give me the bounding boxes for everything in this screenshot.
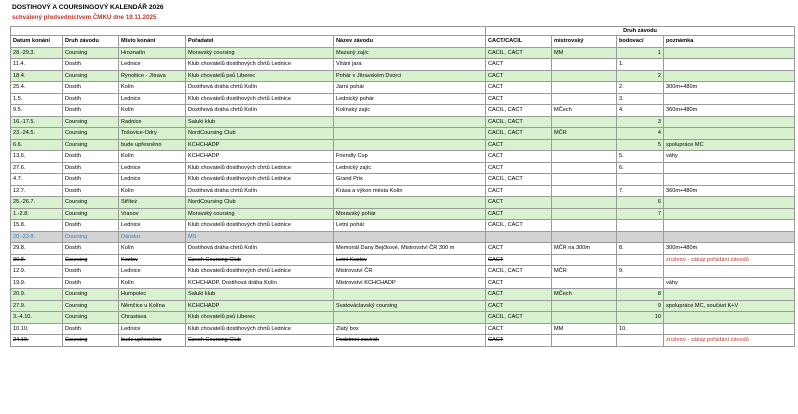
cell-nazev: Mazaný zajíc — [334, 47, 486, 59]
cell-bodovaci: 3 — [617, 116, 664, 128]
cell-cact: CACT — [486, 289, 552, 301]
cell-bodovaci: 8 — [617, 289, 664, 301]
table-row — [11, 162, 795, 174]
cell-druh: Coursing — [63, 289, 119, 301]
cell-bodovaci: 6 — [617, 197, 664, 209]
cell-mistrovsky — [552, 254, 617, 266]
cell-mistrovsky: MČech — [552, 105, 617, 117]
cell-poradatel: Klub chovatelů psů Liberec — [186, 312, 334, 324]
cell-mistrovsky — [552, 185, 617, 197]
cell-datum: 16.-17.5. — [11, 116, 63, 128]
page-subtitle: schválený předsednictvem ČMKU dne 19.11.2025 — [12, 14, 157, 21]
cell-bodovaci: 1 — [617, 47, 664, 59]
cell-poznamka: 360m+480m — [664, 105, 795, 117]
table-row — [11, 300, 795, 312]
cell-druh: Coursing — [63, 139, 119, 151]
cell-bodovaci: 6. — [617, 162, 664, 174]
cell-druh: Coursing — [63, 128, 119, 140]
cell-poznamka — [664, 59, 795, 71]
cell-mistrovsky: MČech — [552, 289, 617, 301]
cell-druh: Coursing — [63, 47, 119, 59]
cell-druh: Dostih — [63, 323, 119, 335]
cell-mistrovsky: MM — [552, 323, 617, 335]
cell-bodovaci: 10. — [617, 323, 664, 335]
cell-bodovaci — [617, 174, 664, 186]
cell-cact: CACT — [486, 335, 552, 347]
cell-cact: CACIL, CACT — [486, 220, 552, 232]
cell-nazev: Kolínský zajíc — [334, 105, 486, 117]
cell-druh: Coursing — [63, 116, 119, 128]
cell-datum: 24.10. — [11, 335, 63, 347]
cell-druh: Coursing — [63, 208, 119, 220]
cell-poradatel: NordCoursing Club — [186, 197, 334, 209]
cell-druh: Dostih — [63, 162, 119, 174]
cell-cact: CACT — [486, 82, 552, 94]
cell-bodovaci: 9. — [617, 266, 664, 278]
cell-poradatel: Klub chovatelů dostihových chrtů Lednice — [186, 220, 334, 232]
table-row — [11, 59, 795, 71]
table-row — [11, 254, 795, 266]
cell-poznamka — [664, 312, 795, 324]
cell-cact: CACT — [486, 277, 552, 289]
cell-nazev: Friendly Cup — [334, 151, 486, 163]
cell-bodovaci — [617, 220, 664, 232]
table-row — [11, 197, 795, 209]
cell-poradatel: Klub chovatelů dostihových chrtů Lednice — [186, 162, 334, 174]
cell-bodovaci: 4. — [617, 105, 664, 117]
cell-poradatel: Czech Coursing Club — [186, 254, 334, 266]
cell-mistrovsky — [552, 335, 617, 347]
cell-mistrovsky — [552, 277, 617, 289]
cell-poznamka — [664, 289, 795, 301]
cell-nazev — [334, 289, 486, 301]
cell-datum: 13.6. — [11, 151, 63, 163]
cell-mistrovsky: MČR — [552, 266, 617, 278]
cell-misto: Stříteż — [119, 197, 186, 209]
cell-cact: CACIL, CACT — [486, 266, 552, 278]
col-header-druh: Druh závodu — [63, 36, 119, 48]
col-header-nazev: Název závodu — [334, 36, 486, 48]
cell-bodovaci: 3. — [617, 93, 664, 105]
table-row — [11, 220, 795, 232]
group-header-druh-zavodu: Druh závodu — [486, 27, 795, 36]
col-header-datum: Datum konání — [11, 36, 63, 48]
cell-poznamka — [664, 116, 795, 128]
cell-nazev: Pohár v Jítravském Dvorci — [334, 70, 486, 82]
cell-mistrovsky — [552, 197, 617, 209]
cell-poznamka — [664, 128, 795, 140]
cell-nazev: Mistrovství KCHCHADP — [334, 277, 486, 289]
cell-poradatel: MS — [186, 231, 334, 243]
cell-nazev: Lednický pohár — [334, 93, 486, 105]
cell-druh: Dostih — [63, 151, 119, 163]
cell-poznamka: spolupráce MC, součást K+V — [664, 300, 795, 312]
cell-poznamka: zrušeno - zákaz pořádání závodů — [664, 335, 795, 347]
cell-nazev: Vítání jara — [334, 59, 486, 71]
cell-bodovaci: 8. — [617, 243, 664, 255]
cell-bodovaci: 10 — [617, 312, 664, 324]
cell-misto: Dánsko — [119, 231, 186, 243]
cell-nazev — [334, 128, 486, 140]
cell-druh: Coursing — [63, 335, 119, 347]
cell-misto: Humpolec — [119, 289, 186, 301]
table-row — [11, 82, 795, 94]
cell-poznamka — [664, 266, 795, 278]
cell-misto: Lednice — [119, 220, 186, 232]
cell-mistrovsky — [552, 116, 617, 128]
cell-poznamka — [664, 197, 795, 209]
cell-misto: Lednice — [119, 174, 186, 186]
cell-druh: Coursing — [63, 254, 119, 266]
cell-druh: Dostih — [63, 82, 119, 94]
cell-bodovaci — [617, 231, 664, 243]
cell-druh: Dostih — [63, 266, 119, 278]
cell-misto: Chrastava — [119, 312, 186, 324]
group-header-spacer — [11, 27, 486, 36]
cell-datum: 11.4. — [11, 59, 63, 71]
cell-misto: Hroznatín — [119, 47, 186, 59]
cell-nazev: Memoriál Dany Bejčkové, Mistrovství ČR 300 m — [334, 243, 486, 255]
cell-poznamka: 360m+480m — [664, 185, 795, 197]
cell-poradatel: Saluki klub — [186, 289, 334, 301]
cell-bodovaci: 7. — [617, 185, 664, 197]
cell-cact: CACIL, CACT — [486, 128, 552, 140]
cell-nazev — [334, 231, 486, 243]
cell-misto: Lednice — [119, 162, 186, 174]
calendar-table — [10, 26, 795, 347]
cell-poradatel: Moravský coursing — [186, 208, 334, 220]
cell-poradatel: Dostihová dráha chrtů Kolín — [186, 185, 334, 197]
cell-cact: CACIL, CACT — [486, 105, 552, 117]
cell-cact: CACIL, CACT — [486, 174, 552, 186]
cell-bodovaci — [617, 335, 664, 347]
cell-mistrovsky: MČR na 300m — [552, 243, 617, 255]
cell-datum: 3.-4.10. — [11, 312, 63, 324]
cell-bodovaci: 5 — [617, 139, 664, 151]
cell-datum: 25.-26.7. — [11, 197, 63, 209]
cell-poznamka — [664, 162, 795, 174]
table-row — [11, 139, 795, 151]
cell-poradatel: Klub chovatelů dostihových chrtů Lednice — [186, 174, 334, 186]
cell-misto: Kolín — [119, 185, 186, 197]
cell-mistrovsky — [552, 151, 617, 163]
cell-nazev: Podzimní zavírák — [334, 335, 486, 347]
cell-poradatel: Moravský coursing — [186, 47, 334, 59]
cell-nazev — [334, 197, 486, 209]
cell-druh: Coursing — [63, 312, 119, 324]
cell-cact: CACT — [486, 151, 552, 163]
cell-misto: Němčice u Kolína — [119, 300, 186, 312]
cell-mistrovsky — [552, 300, 617, 312]
col-header-poznamka: poznámka — [664, 36, 795, 48]
cell-poznamka: spolupráce MC — [664, 139, 795, 151]
table-row — [11, 323, 795, 335]
cell-poznamka: zrušeno - zákaz pořádání závodů — [664, 254, 795, 266]
cell-poradatel: KCHCHADP, Dostihová dráha Kolín — [186, 277, 334, 289]
cell-poradatel: Dostihová dráha chrtů Kolín — [186, 82, 334, 94]
cell-poznamka: váhy — [664, 277, 795, 289]
table-row — [11, 70, 795, 82]
cell-druh: Dostih — [63, 105, 119, 117]
cell-nazev: Svatováclavský coursing — [334, 300, 486, 312]
col-header-cact: CACT/CACIL — [486, 36, 552, 48]
cell-cact: CACT — [486, 208, 552, 220]
cell-druh: Dostih — [63, 93, 119, 105]
table-row — [11, 105, 795, 117]
col-header-mistrovsky: mistrovský — [552, 36, 617, 48]
cell-poradatel: Klub chovatelů psů Liberec — [186, 70, 334, 82]
cell-bodovaci — [617, 277, 664, 289]
cell-cact: CACT — [486, 300, 552, 312]
cell-mistrovsky — [552, 208, 617, 220]
table-row — [11, 231, 795, 243]
cell-nazev: Letní pohár — [334, 220, 486, 232]
cell-datum: 25.4. — [11, 82, 63, 94]
cell-mistrovsky — [552, 59, 617, 71]
table-row — [11, 277, 795, 289]
cell-poradatel: KCHCHADP — [186, 151, 334, 163]
cell-nazev: Letní Kozlov — [334, 254, 486, 266]
cell-datum: 29.8. — [11, 243, 63, 255]
cell-nazev: Krása a výkon města Kolín — [334, 185, 486, 197]
table-row — [11, 174, 795, 186]
cell-bodovaci: 2. — [617, 82, 664, 94]
col-header-bodovaci: bodovací — [617, 36, 664, 48]
cell-bodovaci: 7 — [617, 208, 664, 220]
cell-datum: 27.9. — [11, 300, 63, 312]
cell-cact — [486, 231, 552, 243]
group-header-row — [11, 27, 795, 36]
cell-cact: CACT — [486, 243, 552, 255]
cell-cact: CACT — [486, 70, 552, 82]
cell-poznamka — [664, 220, 795, 232]
cell-poradatel: Klub chovatelů dostihových chrtů Lednice — [186, 266, 334, 278]
cell-bodovaci: 5. — [617, 151, 664, 163]
cell-cact: CACIL, CACT — [486, 312, 552, 324]
cell-misto: Lednice — [119, 93, 186, 105]
cell-misto: Radnice — [119, 116, 186, 128]
cell-datum: 12.7. — [11, 185, 63, 197]
cell-druh: Coursing — [63, 70, 119, 82]
cell-datum: 1.5. — [11, 93, 63, 105]
cell-druh: Dostih — [63, 220, 119, 232]
cell-cact: CACT — [486, 254, 552, 266]
cell-datum: 28.-29.3. — [11, 47, 63, 59]
cell-bodovaci: 9 — [617, 300, 664, 312]
cell-mistrovsky — [552, 231, 617, 243]
table-row — [11, 128, 795, 140]
cell-mistrovsky: MM — [552, 47, 617, 59]
table-row — [11, 243, 795, 255]
cell-misto: Lednice — [119, 266, 186, 278]
cell-poradatel: NordCoursing Club — [186, 128, 334, 140]
cell-druh: Dostih — [63, 277, 119, 289]
cell-datum: 12.9. — [11, 266, 63, 278]
cell-poradatel: Dostihová dráha chrtů Kolín — [186, 105, 334, 117]
cell-druh: Dostih — [63, 185, 119, 197]
cell-misto: Kozlov — [119, 254, 186, 266]
cell-poradatel: Czech Coursing Club — [186, 335, 334, 347]
cell-cact: CACIL, CACT — [486, 116, 552, 128]
cell-bodovaci: 1. — [617, 59, 664, 71]
table-row — [11, 312, 795, 324]
cell-poznamka: 300m+480m — [664, 82, 795, 94]
cell-misto: Kolín — [119, 243, 186, 255]
cell-cact: CACT — [486, 59, 552, 71]
cell-poradatel: Klub chovatelů dostihových chrtů Lednice — [186, 323, 334, 335]
calendar-sheet — [10, 26, 794, 347]
cell-poradatel: Klub chovatelů dostihových chrtů Lednice — [186, 59, 334, 71]
cell-mistrovsky — [552, 82, 617, 94]
cell-nazev — [334, 312, 486, 324]
cell-poznamka — [664, 70, 795, 82]
cell-druh: Dostih — [63, 174, 119, 186]
cell-mistrovsky — [552, 312, 617, 324]
cell-mistrovsky — [552, 70, 617, 82]
cell-poradatel: Klub chovatelů dostihových chrtů Lednice — [186, 93, 334, 105]
cell-mistrovsky: MČR — [552, 128, 617, 140]
cell-datum: 20.9. — [11, 289, 63, 301]
cell-nazev: Lednický zajíc — [334, 162, 486, 174]
cell-datum: 6.6. — [11, 139, 63, 151]
table-row — [11, 289, 795, 301]
cell-cact: CACT — [486, 197, 552, 209]
cell-datum: 10.10. — [11, 323, 63, 335]
cell-nazev: Moravský pohár — [334, 208, 486, 220]
cell-druh: Dostih — [63, 243, 119, 255]
cell-druh: Dostih — [63, 59, 119, 71]
cell-mistrovsky — [552, 220, 617, 232]
cell-datum: 20.-23.8. — [11, 231, 63, 243]
cell-poznamka — [664, 93, 795, 105]
cell-nazev: Grand Prix — [334, 174, 486, 186]
cell-poznamka — [664, 47, 795, 59]
cell-cact: CACT — [486, 323, 552, 335]
cell-cact: CACT — [486, 139, 552, 151]
cell-nazev — [334, 139, 486, 151]
cell-mistrovsky — [552, 93, 617, 105]
table-row — [11, 151, 795, 163]
cell-poznamka — [664, 323, 795, 335]
cell-mistrovsky — [552, 139, 617, 151]
cell-cact: CACT — [486, 162, 552, 174]
table-row — [11, 185, 795, 197]
col-header-misto: Místo konání — [119, 36, 186, 48]
table-row — [11, 208, 795, 220]
cell-druh: Coursing — [63, 231, 119, 243]
cell-poznamka — [664, 174, 795, 186]
table-row — [11, 335, 795, 347]
cell-misto: Kolín — [119, 82, 186, 94]
cell-mistrovsky — [552, 162, 617, 174]
cell-poradatel: KCHCHADP — [186, 300, 334, 312]
cell-mistrovsky — [552, 174, 617, 186]
cell-datum: 15.8. — [11, 220, 63, 232]
table-row — [11, 116, 795, 128]
cell-datum: 18.4. — [11, 70, 63, 82]
cell-bodovaci: 2 — [617, 70, 664, 82]
cell-poznamka: váhy — [664, 151, 795, 163]
cell-misto: Kolín — [119, 105, 186, 117]
cell-misto: Vranov — [119, 208, 186, 220]
cell-poznamka — [664, 208, 795, 220]
cell-misto: bude upřesněno — [119, 335, 186, 347]
cell-misto: Lednice — [119, 323, 186, 335]
cell-misto: Rynoltice - Jítrava — [119, 70, 186, 82]
table-row — [11, 47, 795, 59]
cell-poradatel: Dostihová dráha chrtů Kolín — [186, 243, 334, 255]
cell-datum: 19.9. — [11, 277, 63, 289]
table-row — [11, 266, 795, 278]
col-header-poradatel: Pořadatel — [186, 36, 334, 48]
cell-misto: Kolín — [119, 277, 186, 289]
cell-nazev — [334, 116, 486, 128]
cell-misto: bude upřesněno — [119, 139, 186, 151]
header-row — [11, 36, 795, 48]
cell-poznamka: 300m+480m — [664, 243, 795, 255]
cell-bodovaci — [617, 254, 664, 266]
cell-druh: Coursing — [63, 197, 119, 209]
page-title: DOSTIHOVÝ A COURSINGOVÝ KALENDÁŘ 2026 — [12, 4, 164, 11]
cell-druh: Coursing — [63, 300, 119, 312]
cell-datum: 30.8. — [11, 254, 63, 266]
cell-datum: 1.-2.8. — [11, 208, 63, 220]
cell-cact: CACIL, CACT — [486, 47, 552, 59]
cell-cact: CACT — [486, 185, 552, 197]
cell-datum: 4.7. — [11, 174, 63, 186]
cell-nazev: Mistrovství ČR — [334, 266, 486, 278]
cell-nazev: Zlatý box — [334, 323, 486, 335]
cell-misto: Lednice — [119, 59, 186, 71]
cell-cact: CACT — [486, 93, 552, 105]
cell-poradatel: Saluki klub — [186, 116, 334, 128]
cell-bodovaci: 4 — [617, 128, 664, 140]
cell-misto: Kolín — [119, 151, 186, 163]
cell-datum: 27.6. — [11, 162, 63, 174]
table-row — [11, 93, 795, 105]
cell-datum: 9.5. — [11, 105, 63, 117]
cell-poradatel: KCHCHADP — [186, 139, 334, 151]
cell-poznamka — [664, 231, 795, 243]
cell-misto: Tošovice-Odry — [119, 128, 186, 140]
cell-datum: 23.-24.5. — [11, 128, 63, 140]
cell-nazev: Jarní pohár — [334, 82, 486, 94]
